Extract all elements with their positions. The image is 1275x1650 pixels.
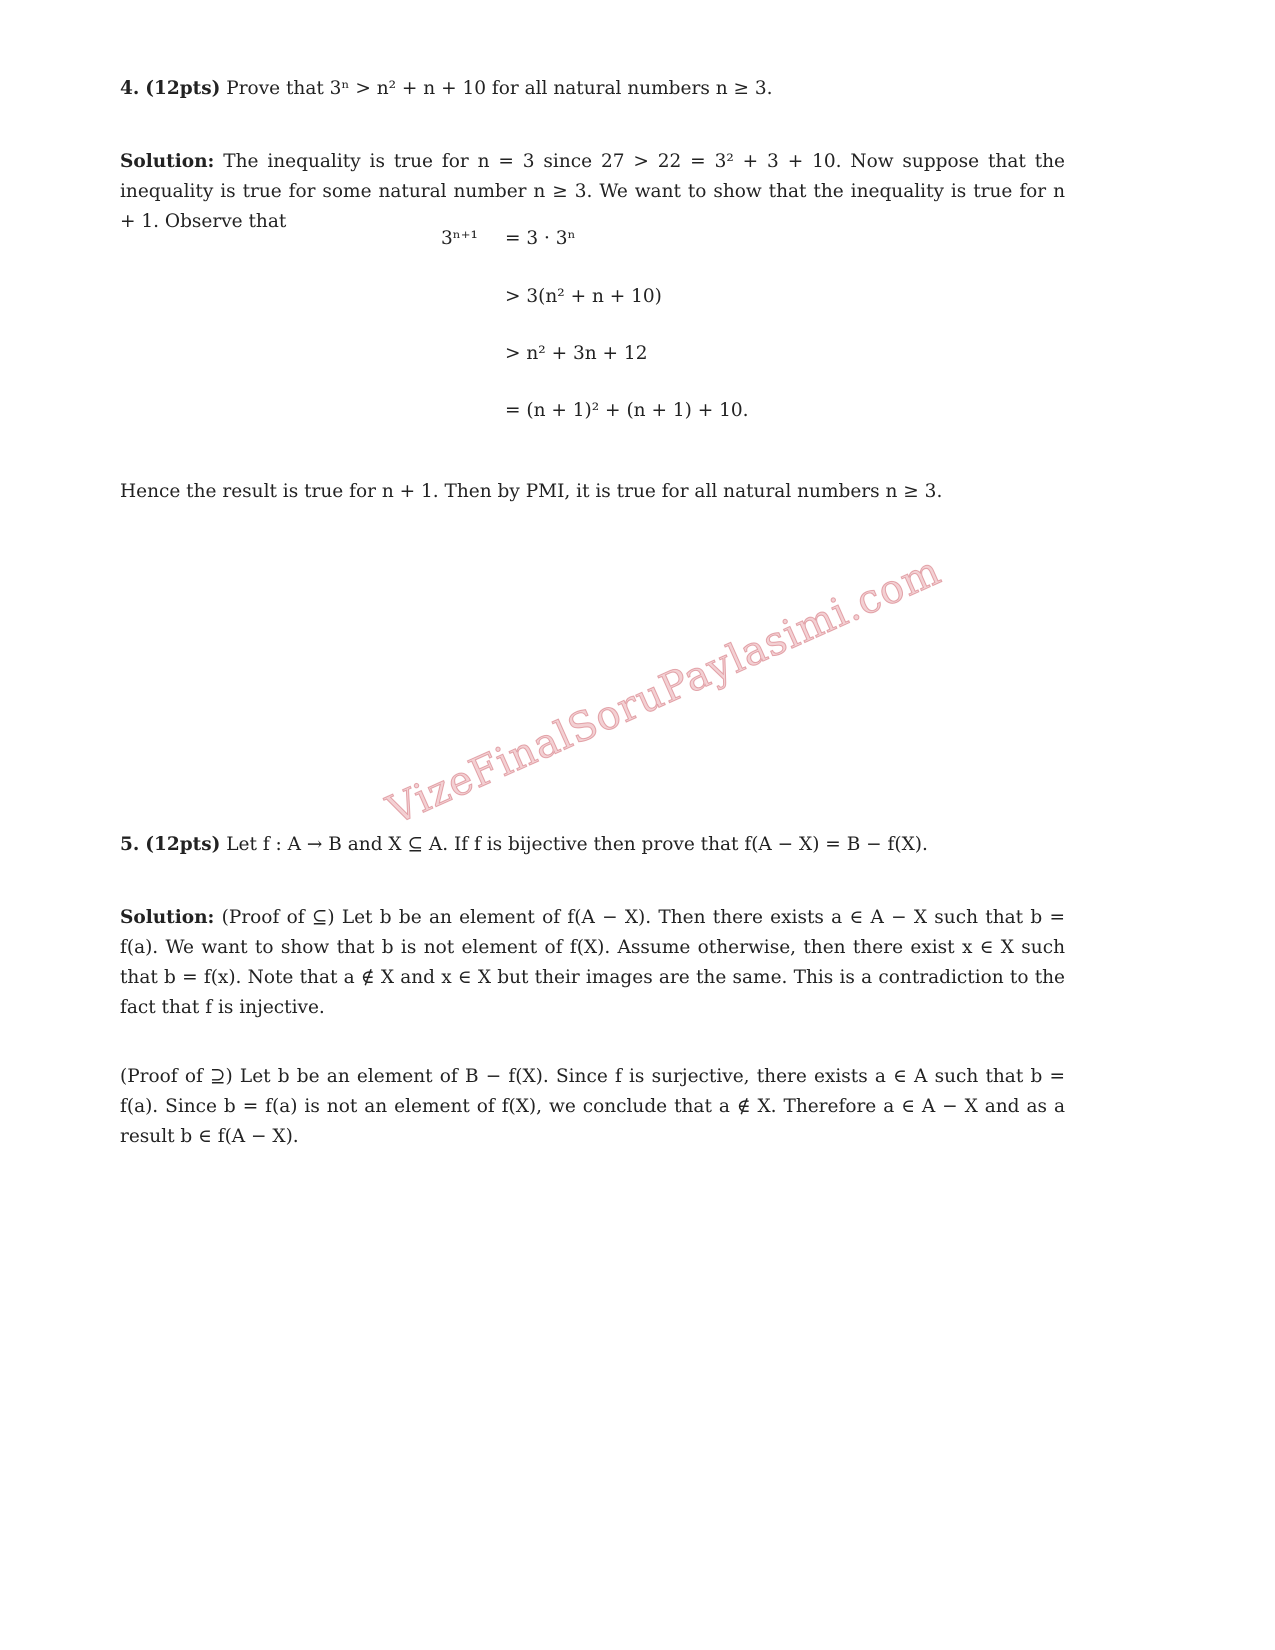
problem-4-number: 4.	[120, 78, 140, 99]
problem-4-statement	[120, 74, 1065, 104]
derivation-step-2: > 3(n² + n + 10)	[505, 286, 662, 307]
problem-4-points: (12pts)	[145, 78, 221, 99]
problem-5-solution-part-2: (Proof of ⊇) Let b be an element of B − f(X). Since f is surjective, there exists a ∈ A such that b = f(a). Since b = f(a) is not an element of f(X), we conclude that a ∉ X. Therefore a ∈ A − X and as a result b ∈ f(A − X).	[120, 1066, 1065, 1147]
problem-4-solution-label: Solution:	[120, 151, 215, 172]
watermark: VizeFinalSoruPaylasimi.com	[380, 547, 948, 835]
derivation-step-4: = (n + 1)² + (n + 1) + 10.	[505, 400, 749, 421]
derivation-lhs: 3ⁿ⁺¹	[441, 228, 478, 249]
problem-5-points: (12pts)	[145, 834, 221, 855]
problem-5-solution-text-1: (Proof of ⊆) Let b be an element of f(A − X). Then there exists a ∈ A − X such that b = f(a). We want to show that b is not element of f(X). Assume otherwise, then there exist x ∈ X such that b = f(x). Note that a ∉ X and x ∈ X but their images are the same. This is a contradiction to the fact that f is injective.	[120, 907, 1065, 1018]
problem-5-statement	[120, 830, 1065, 860]
problem-4-text: Prove that 3ⁿ > n² + n + 10 for all natural numbers n ≥ 3.	[226, 78, 773, 99]
problem-5-text: Let f : A → B and X ⊆ A. If f is bijective then prove that f(A − X) = B − f(X).	[226, 834, 928, 855]
problem-4-solution	[120, 147, 1065, 237]
problem-4-conclusion: Hence the result is true for n + 1. Then by PMI, it is true for all natural numbers n ≥ 3.	[120, 481, 943, 502]
problem-5-solution-label: Solution:	[120, 907, 215, 928]
derivation-step-3: > n² + 3n + 12	[505, 343, 648, 364]
derivation-step-1: = 3 · 3ⁿ	[505, 228, 576, 249]
problem-5-solution-part-1	[120, 903, 1065, 1023]
problem-4-solution-text: The inequality is true for n = 3 since 27 > 22 = 3² + 3 + 10. Now suppose that the inequality is true for some natural number n ≥ 3. We want to show that the inequality is true for n + 1. Observe that	[120, 151, 1065, 232]
problem-5-number: 5.	[120, 834, 140, 855]
